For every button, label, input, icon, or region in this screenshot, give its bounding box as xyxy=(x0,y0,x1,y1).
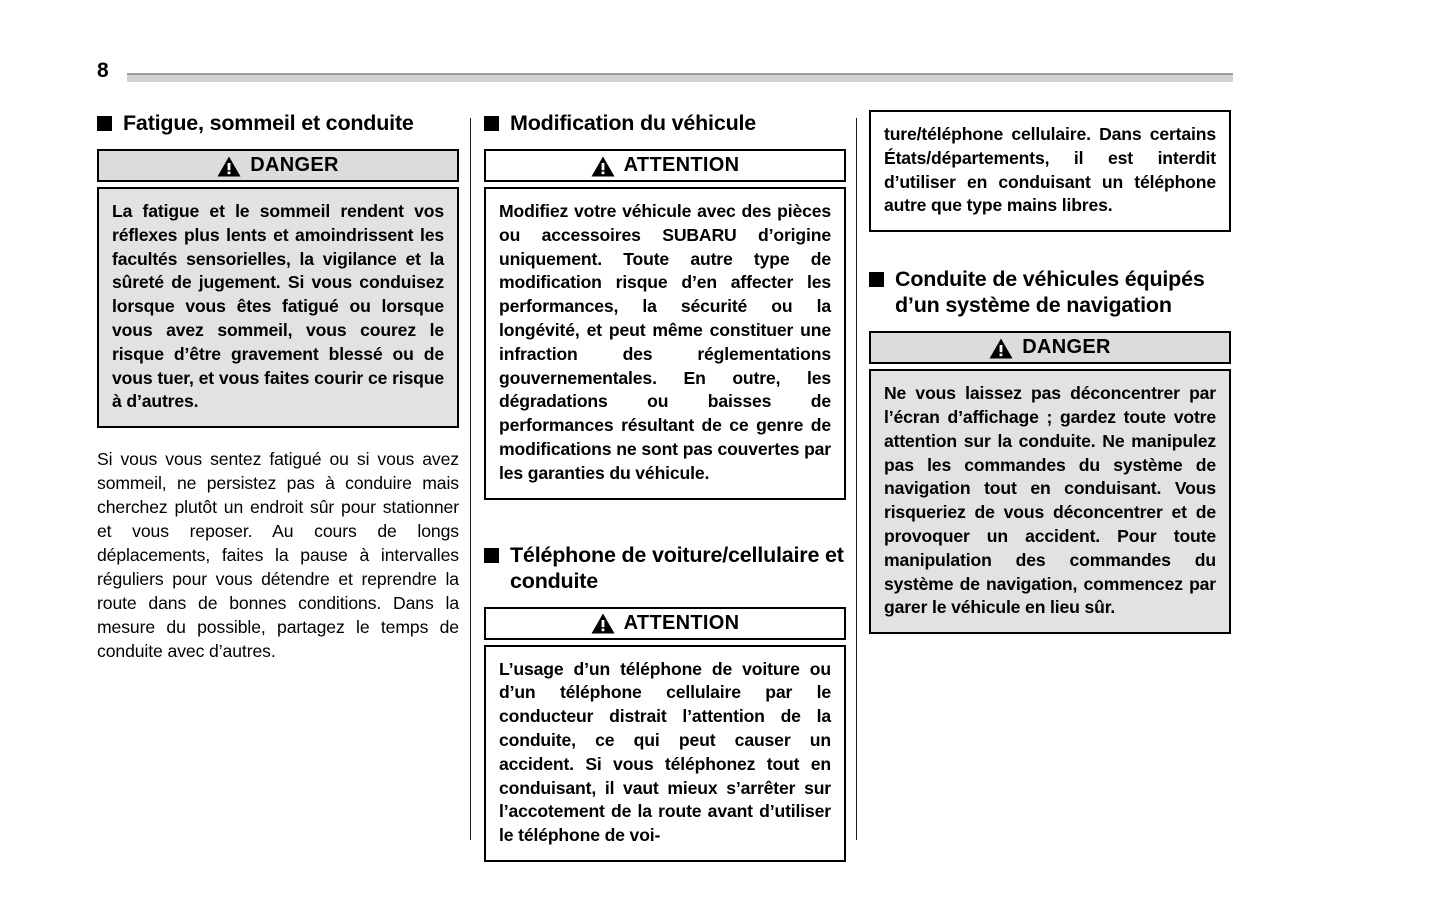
column-1 xyxy=(97,110,459,663)
warning-fatigue-body: La fatigue et le sommeil rendent vos réflexes plus lents et amoindrissent les facultés sensorielles, la vigilance et la sûreté de jugement. Si vous conduisez lorsque vous êtes fatigué ou lorsque vous avez sommeil, vous courez le risque d’être gravement blessé ou de vous tuer, et vous faites courir ce risque à d’autres. xyxy=(97,187,459,428)
warning-navigation xyxy=(869,331,1231,634)
warning-fatigue xyxy=(97,149,459,428)
warning-navigation-title-label: DANGER xyxy=(1022,336,1111,359)
warning-fatigue-title-bar xyxy=(97,149,459,182)
warning-telephone-continued-body: ture/téléphone cellulaire. Dans certains États/départements, il est interdit d’utiliser en conduisant un téléphone autre que type mains libres. xyxy=(869,110,1231,232)
warning-triangle-icon xyxy=(591,613,615,634)
warning-modification xyxy=(484,149,846,500)
header-rule xyxy=(127,73,1233,82)
warning-modification-title-bar xyxy=(484,149,846,182)
content-columns xyxy=(0,110,1445,850)
warning-telephone-continued xyxy=(869,110,1231,232)
square-bullet-icon xyxy=(869,272,884,287)
square-bullet-icon xyxy=(484,548,499,563)
warning-fatigue-title-label: DANGER xyxy=(250,154,339,176)
paragraph-fatigue: Si vous vous sentez fatigué ou si vous avez sommeil, ne persistez pas à conduire mais cherchez plutôt un endroit sûr pour stationner et vous reposer. Au cours de longs déplacements, faites la pause à intervalles réguliers pour vous détendre et reprendre la route dans de bonnes conditions. Dans la mesure du possible, partagez le temps de conduite avec d’autres. xyxy=(97,449,459,662)
page-number: 8 xyxy=(97,59,109,82)
heading-telephone xyxy=(484,542,846,594)
heading-navigation xyxy=(869,266,1231,318)
column-divider-2 xyxy=(856,118,857,840)
warning-triangle-icon xyxy=(591,156,615,177)
heading-fatigue-label: Fatigue, sommeil et conduite xyxy=(123,111,414,135)
warning-telephone xyxy=(484,607,846,862)
warning-triangle-icon xyxy=(989,338,1013,359)
warning-modification-body: Modifiez votre véhicule avec des pièces ou accessoires SUBARU d’origine uniquement. Toute autre type de modification risque d’en affecter les performances, la sécurité ou la longévité, et peut même constituer une infraction des réglementations gouvernementales. En outre, les dégradations ou baisses de performances résultant de ce genre de modifications ne sont pas couvertes par les garanties du véhicule. xyxy=(484,187,846,500)
page-header xyxy=(97,58,1233,88)
block-spacer xyxy=(869,238,1231,266)
column-2 xyxy=(484,110,846,868)
heading-modification xyxy=(484,110,846,136)
warning-navigation-body: Ne vous laissez pas déconcentrer par l’écran d’affichage ; gardez toute votre attention sur la conduite. Ne manipulez pas les commandes du système de navigation tout en conduisant. Vous risqueriez de vous déconcentrer et de provoquer un accident. Pour toute manipulation des commandes du système de navigation, commencez par garer le véhicule en lieu sûr. xyxy=(869,369,1231,634)
square-bullet-icon xyxy=(484,116,499,131)
column-3 xyxy=(869,110,1231,640)
column-divider-1 xyxy=(470,118,471,840)
square-bullet-icon xyxy=(97,116,112,131)
heading-modification-label: Modification du véhicule xyxy=(510,111,757,135)
warning-telephone-title-bar xyxy=(484,607,846,640)
heading-navigation-label: Conduite de véhicules équipés d’un système de navigation xyxy=(895,267,1205,318)
block-spacer xyxy=(484,506,846,542)
warning-triangle-icon xyxy=(217,156,241,177)
heading-fatigue xyxy=(97,110,459,136)
warning-modification-title-label: ATTENTION xyxy=(623,154,740,176)
warning-navigation-title-bar xyxy=(869,331,1231,364)
warning-telephone-title-label: ATTENTION xyxy=(623,611,740,634)
heading-telephone-label: Téléphone de voiture/cellulaire et conduite xyxy=(510,542,844,593)
warning-telephone-body: L’usage d’un téléphone de voiture ou d’un téléphone cellulaire par le conducteur distrait l’attention de la conduite, ce qui peut causer un accident. Si vous téléphonez tout en conduisant, il vaut mieux s’arrêter sur l’accotement de la route avant d’utiliser le téléphone de voi- xyxy=(484,645,846,862)
